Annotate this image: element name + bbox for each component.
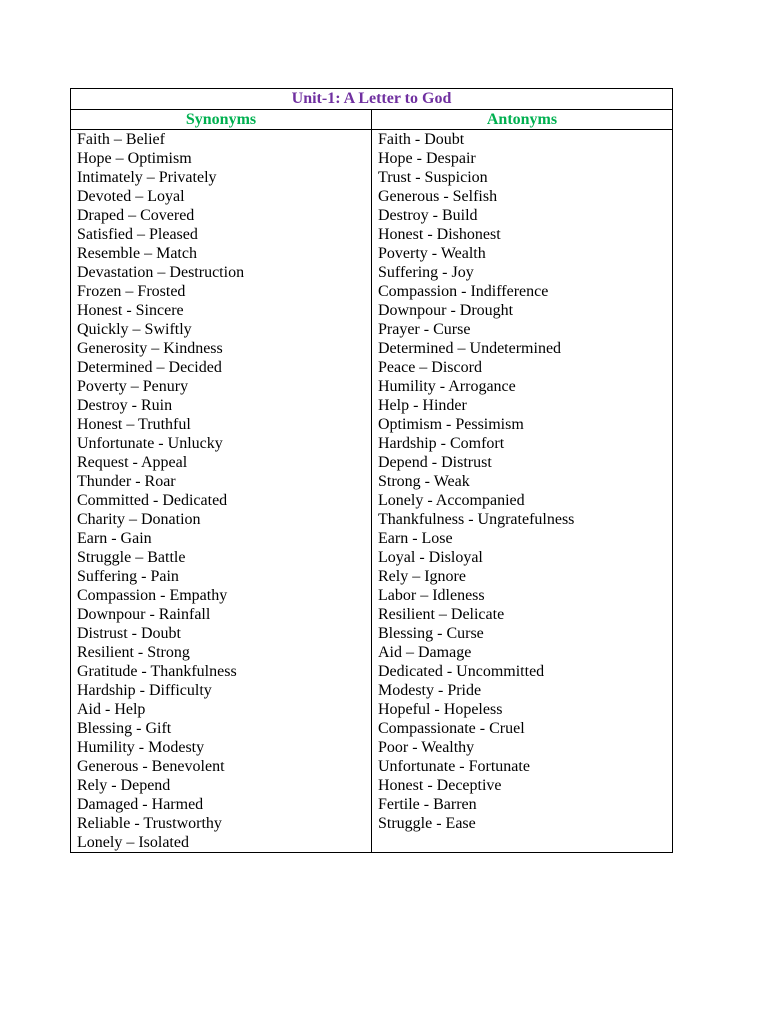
synonym-pair: Downpour - Rainfall (77, 606, 211, 623)
vocabulary-table (70, 88, 673, 853)
antonym-pair: Compassion - Indifference (378, 283, 549, 300)
synonym-pair: Hardship - Difficulty (77, 682, 212, 699)
synonym-pair: Destroy - Ruin (77, 397, 173, 414)
synonym-pair: Unfortunate - Unlucky (77, 435, 223, 452)
antonym-pair: Blessing - Curse (378, 625, 484, 642)
antonym-pair: Optimism - Pessimism (378, 416, 524, 433)
antonym-pair: Help - Hinder (378, 397, 467, 414)
table-title: Unit-1: A Letter to God (291, 90, 452, 107)
synonym-pair: Aid - Help (77, 701, 146, 718)
synonym-pair: Distrust - Doubt (77, 625, 181, 642)
antonym-pair: Suffering - Joy (378, 264, 474, 281)
antonym-pair: Faith - Doubt (378, 131, 465, 148)
synonym-pair: Gratitude - Thankfulness (77, 663, 237, 680)
table-title-row (71, 89, 672, 110)
antonym-pair: Hardship - Comfort (378, 435, 505, 452)
antonym-pair: Trust - Suspicion (378, 169, 488, 186)
synonym-pair: Generosity – Kindness (77, 340, 223, 357)
synonym-pair: Suffering - Pain (77, 568, 179, 585)
synonym-pair: Blessing - Gift (77, 720, 172, 737)
synonym-pair: Determined – Decided (77, 359, 222, 376)
antonym-pair: Hopeful - Hopeless (378, 701, 503, 718)
synonym-pair: Intimately – Privately (77, 169, 217, 186)
synonym-pair: Quickly – Swiftly (77, 321, 192, 338)
antonym-pair: Dedicated - Uncommitted (378, 663, 545, 680)
synonym-pair: Devoted – Loyal (77, 188, 185, 205)
antonym-pair: Poverty - Wealth (378, 245, 486, 262)
synonym-pair: Lonely – Isolated (77, 834, 189, 851)
antonym-pair: Destroy - Build (378, 207, 478, 224)
synonym-pair: Struggle – Battle (77, 549, 186, 566)
antonym-pair: Struggle - Ease (378, 815, 476, 832)
synonym-pair: Charity – Donation (77, 511, 201, 528)
antonym-pair: Compassionate - Cruel (378, 720, 525, 737)
synonyms-list (71, 130, 372, 852)
antonym-pair: Honest - Deceptive (378, 777, 502, 794)
antonym-pair: Aid – Damage (378, 644, 472, 661)
antonyms-list (372, 130, 672, 852)
antonym-pair: Labor – Idleness (378, 587, 485, 604)
synonym-pair: Honest – Truthful (77, 416, 191, 433)
synonym-pair: Hope – Optimism (77, 150, 192, 167)
antonym-pair: Prayer - Curse (378, 321, 471, 338)
antonym-pair: Downpour - Drought (378, 302, 514, 319)
antonym-pair: Lonely - Accompanied (378, 492, 525, 509)
synonym-pair: Earn - Gain (77, 530, 152, 547)
synonym-pair: Resemble – Match (77, 245, 197, 262)
antonym-pair: Rely – Ignore (378, 568, 466, 585)
synonym-pair: Faith – Belief (77, 131, 165, 148)
antonym-pair: Hope - Despair (378, 150, 476, 167)
synonym-pair: Frozen – Frosted (77, 283, 186, 300)
antonym-pair: Unfortunate - Fortunate (378, 758, 530, 775)
antonym-pair: Earn - Lose (378, 530, 453, 547)
antonym-pair: Strong - Weak (378, 473, 470, 490)
antonym-pair: Modesty - Pride (378, 682, 482, 699)
table-body-row (71, 130, 672, 852)
antonym-pair: Loyal - Disloyal (378, 549, 483, 566)
synonym-pair: Rely - Depend (77, 777, 171, 794)
synonym-pair: Damaged - Harmed (77, 796, 204, 813)
antonym-pair: Determined – Undetermined (378, 340, 562, 357)
synonym-pair: Generous - Benevolent (77, 758, 225, 775)
synonym-pair: Honest - Sincere (77, 302, 184, 319)
synonym-pair: Compassion - Empathy (77, 587, 228, 604)
antonym-pair: Resilient – Delicate (378, 606, 505, 623)
antonym-pair: Peace – Discord (378, 359, 482, 376)
synonym-pair: Reliable - Trustworthy (77, 815, 222, 832)
synonym-pair: Devastation – Destruction (77, 264, 245, 281)
antonym-pair: Thankfulness - Ungratefulness (378, 511, 575, 528)
antonym-pair: Fertile - Barren (378, 796, 477, 813)
synonym-pair: Thunder - Roar (77, 473, 176, 490)
synonym-pair: Request - Appeal (77, 454, 188, 471)
antonym-pair: Poor - Wealthy (378, 739, 475, 756)
synonyms-header: Synonyms (71, 110, 372, 129)
antonyms-header: Antonyms (486, 111, 558, 128)
synonym-pair: Committed - Dedicated (77, 492, 228, 509)
synonym-pair: Humility - Modesty (77, 739, 205, 756)
antonym-pair: Honest - Dishonest (378, 226, 501, 243)
synonym-pair: Satisfied – Pleased (77, 226, 198, 243)
synonym-pair: Draped – Covered (77, 207, 195, 224)
antonym-pair: Generous - Selfish (378, 188, 498, 205)
antonym-pair: Humility - Arrogance (378, 378, 516, 395)
synonym-pair: Poverty – Penury (77, 378, 189, 395)
antonym-pair: Depend - Distrust (378, 454, 492, 471)
column-header-row (71, 110, 672, 130)
synonym-pair: Resilient - Strong (77, 644, 190, 661)
